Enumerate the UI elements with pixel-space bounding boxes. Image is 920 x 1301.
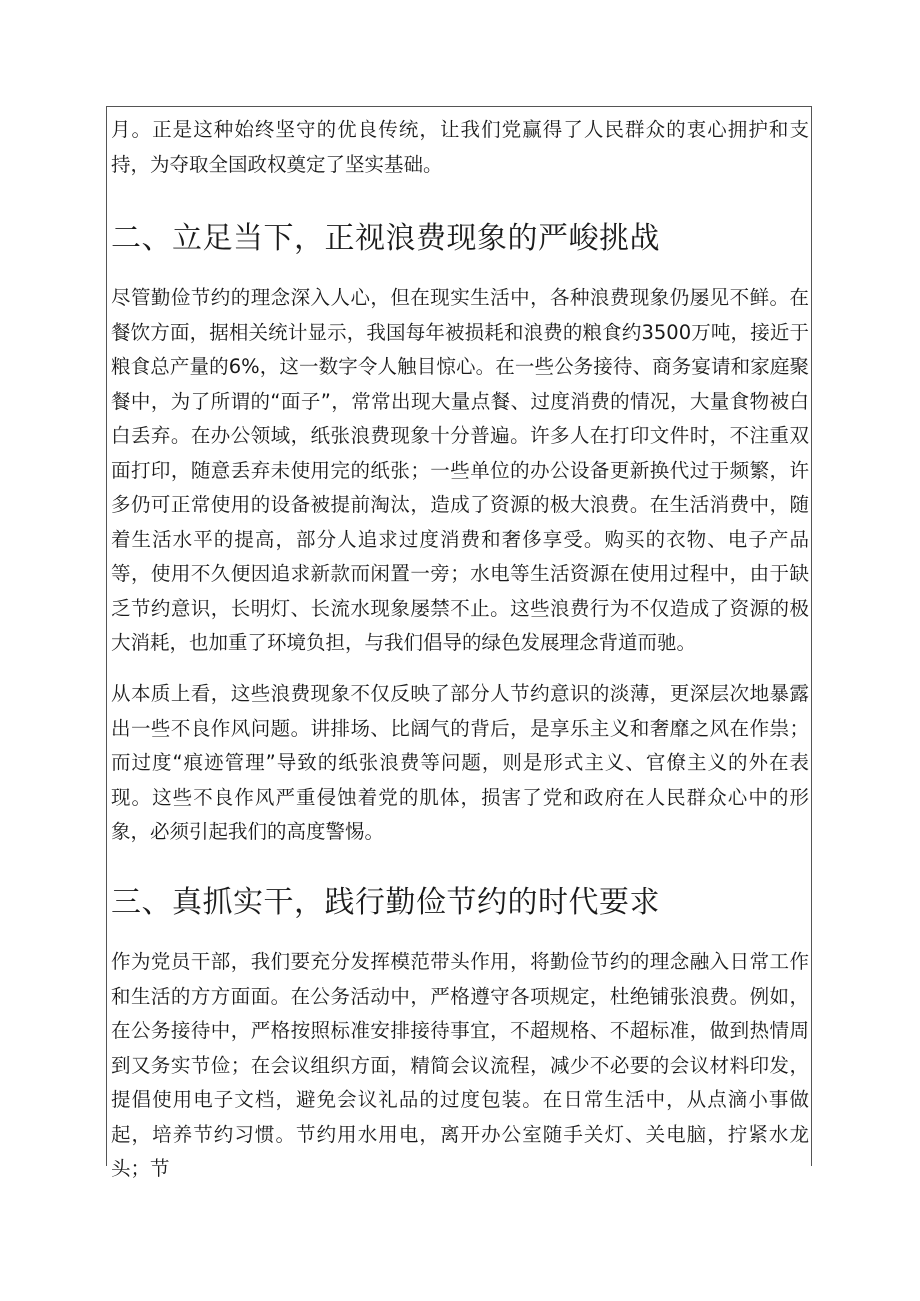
section-2-paragraph-1: 尽管勤俭节约的理念深入人心，但在现实生活中，各种浪费现象仍屡见不鲜。在餐饮方面，据相关统计显示，我国每年被损耗和浪费的粮食约3500万吨，接近于粮食总产量的6%，这一数字令人触目惊心。在一些公务接待、商务宴请和家庭聚餐中，为了所谓的“面子”，常常出现大量点餐、过度消费的情况，大量食物被白白丢弃。在办公领域，纸张浪费现象十分普遍。许多人在打印文件时，不注重双面打印，随意丢弃未使用完的纸张；一些单位的办公设备更新换代过于频繁，许多仍可正常使用的设备被提前淘汰，造成了资源的极大浪费。在生活消费中，随着生活水平的提高，部分人追求过度消费和奢侈享受。购买的衣物、电子产品等，使用不久便因追求新款而闲置一旁；水电等生活资源在使用过程中，由于缺乏节约意识，长明灯、长流水现象屡禁不止。这些浪费行为不仅造成了资源的极大消耗，也加重了环境负担，与我们倡导的绿色发展理念背道而驰。 <box>111 286 809 654</box>
section-2-heading: 二、立足当下，正视浪费现象的严峻挑战 <box>111 221 660 256</box>
section-2-paragraph-2: 从本质上看，这些浪费现象不仅反映了部分人节约意识的淡薄，更深层次地暴露出一些不良作风问题。讲排场、比阔气的背后，是享乐主义和奢靡之风在作祟；而过度“痕迹管理”导致的纸张浪费等问题，则是形式主义、官僚主义的外在表现。这些不良作风严重侵蚀着党的肌体，损害了党和政府在人民群众心中的形象，必须引起我们的高度警惕。 <box>111 682 809 843</box>
section-3-heading: 三、真抓实干，践行勤俭节约的时代要求 <box>111 885 660 920</box>
page-frame <box>106 106 812 1180</box>
intro-paragraph: 月。正是这种始终坚守的优良传统，让我们党赢得了人民群众的衷心拥护和支持，为夺取全国政权奠定了坚实基础。 <box>111 118 809 176</box>
section-3-paragraph-1: 作为党员干部，我们要充分发挥模范带头作用，将勤俭节约的理念融入日常工作和生活的方方面面。在公务活动中，严格遵守各项规定，杜绝铺张浪费。例如，在公务接待中，严格按照标准安排接待事宜，不超规格、不超标准，做到热情周到又务实节俭；在会议组织方面，精简会议流程，减少不必要的会议材料印发，提倡使用电子文档，避免会议礼品的过度包装。在日常生活中，从点滴小事做起，培养节约习惯。节约用水用电，离开办公室随手关灯、关电脑，拧紧水龙头；节 <box>111 950 809 1180</box>
